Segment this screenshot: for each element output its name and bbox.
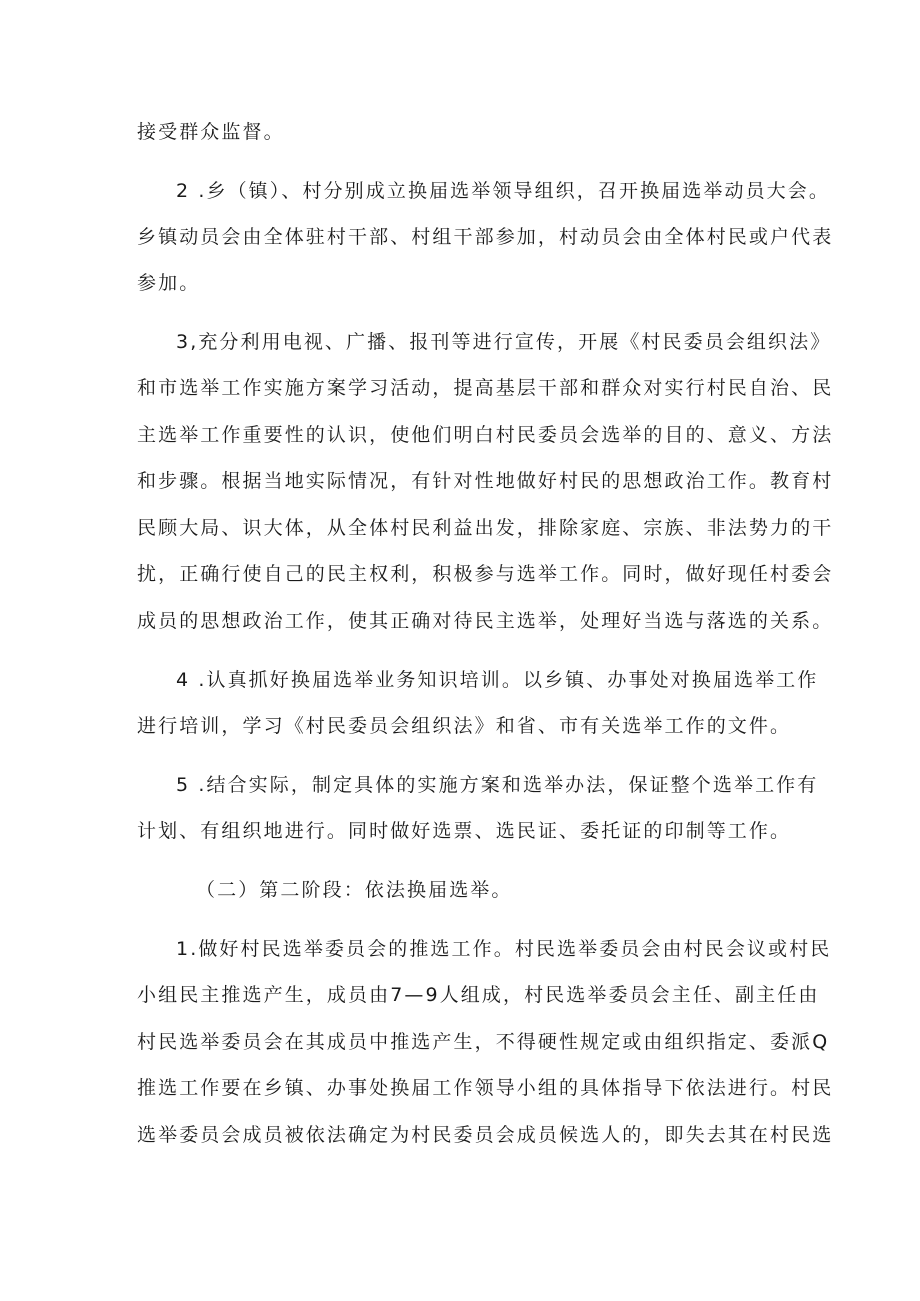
text-line: 乡镇动员会由全体驻村干部、村组干部参加，村动员会由全体村民或户代表 — [137, 226, 834, 248]
paragraph-4-line: 4 .认真抓好换届选举业务知识培训。以乡镇、办事处对换届选举工作 — [176, 669, 819, 691]
section-heading: （二）第二阶段：依法换届选举。 — [196, 879, 513, 901]
text-line: 推选工作要在乡镇、办事处换届工作领导小组的具体指导下依法进行。村民 — [137, 1077, 834, 1099]
text-line: 小组民主推选产生，成员由7—9人组成，村民选举委员会主任、副主任由 — [137, 984, 820, 1006]
text-line: 计划、有组织地进行。同时做好选票、选民证、委托证的印制等工作。 — [137, 820, 792, 842]
text-line: 选举委员会成员被依法确定为村民委员会成员候选人的，即失去其在村民选 — [137, 1124, 834, 1146]
text-line: 主选举工作重要性的认识，使他们明白村民委员会选举的目的、意义、方法 — [137, 424, 834, 446]
text-line: 参加。 — [137, 272, 201, 294]
paragraph-1-line: 1.做好村民选举委员会的推选工作。村民选举委员会由村民会议或村民 — [176, 938, 832, 960]
text-line: 接受群众监督。 — [137, 121, 285, 143]
text-line: 进行培训，学习《村民委员会组织法》和省、市有关选举工作的文件。 — [137, 715, 792, 737]
text-line: 扰，正确行使自己的民主权利，积极参与选举工作。同时，做好现任村委会 — [137, 563, 834, 585]
text-line: 村民选举委员会在其成员中推选产生，不得硬性规定或由组织指定、委派Q — [137, 1031, 830, 1053]
paragraph-5-line: 5 .结合实际，制定具体的实施方案和选举办法，保证整个选举工作有 — [176, 774, 819, 796]
text-line: 民顾大局、识大体，从全体村民利益出发，排除家庭、宗族、非法势力的干 — [137, 517, 834, 539]
text-line: 和步骤。根据当地实际情况，有针对性地做好村民的思想政治工作。教育村 — [137, 470, 834, 492]
paragraph-3-line: 3,充分利用电视、广播、报刊等进行宣传，开展《村民委员会组织法》 — [176, 331, 832, 353]
text-line: 成员的思想政治工作，使其正确对待民主选举，处理好当选与落选的关系。 — [137, 610, 834, 632]
paragraph-2-line: 2 .乡（镇）、村分别成立换届选举领导组织，召开换届选举动员大会。 — [176, 180, 830, 202]
text-line: 和市选举工作实施方案学习活动，提高基层干部和群众对实行村民自治、民 — [137, 377, 834, 399]
